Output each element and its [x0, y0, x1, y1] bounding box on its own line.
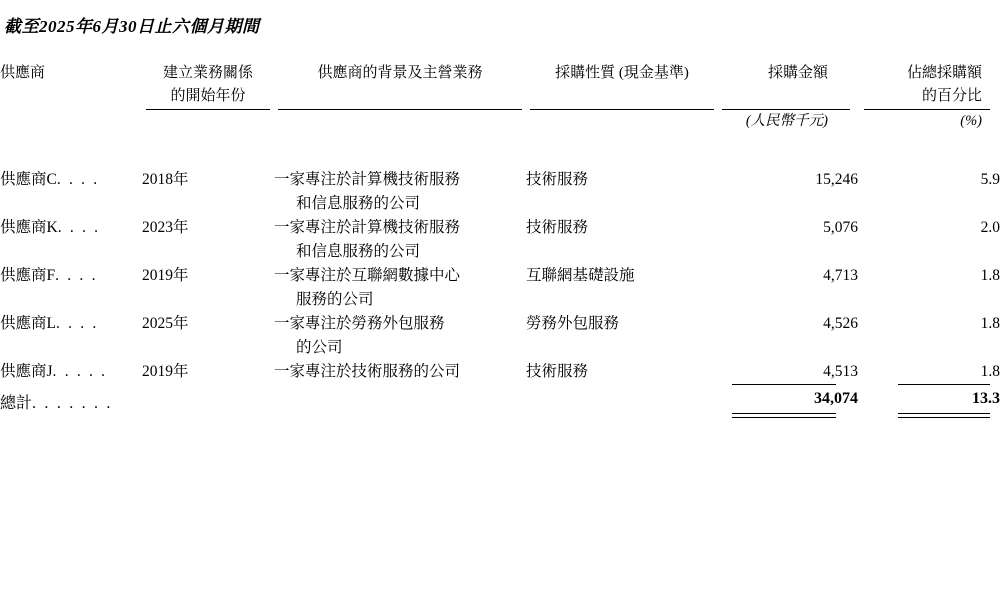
header-percentage: [858, 62, 1000, 109]
units-percentage: (%): [960, 112, 982, 129]
total-leader-dots: . . . . . . .: [32, 395, 113, 413]
row-supplier-label: 供應商L: [0, 315, 56, 333]
row-background: [274, 216, 526, 264]
row-background-line1: 一家專注於計算機技術服務: [274, 219, 461, 236]
row-nature: 技術服務: [526, 170, 589, 188]
row-background: [274, 168, 526, 216]
row-background-line1: 一家專注於互聯網數據中心: [274, 267, 461, 285]
row-supplier: [0, 264, 142, 312]
header-relationship-start-line2: 的開始年份: [170, 88, 246, 105]
row-background-line1: 一家專注於計算機技術服務: [274, 170, 461, 188]
row-percentage: 5.9: [980, 170, 1000, 188]
header-supplier: 供應商: [0, 65, 46, 81]
double-rule-spacer: [0, 413, 718, 423]
total-spacer-b: [142, 390, 274, 413]
total-spacer-d: [526, 390, 718, 413]
row-background-line1: 一家專注於技術服務的公司: [274, 363, 461, 381]
row-supplier: [0, 168, 142, 216]
row-year: 2023年: [142, 219, 189, 236]
row-leader-dots: . . . .: [57, 219, 101, 236]
table-row: [0, 312, 1000, 360]
table-row: [0, 264, 1000, 312]
total-bottom-rule-row: [0, 413, 1000, 423]
header-percentage-line2: 的百分比: [921, 88, 982, 105]
row-year: 2025年: [142, 315, 189, 333]
row-leader-dots: . . . .: [55, 315, 99, 333]
row-percentage: 2.0: [980, 219, 1000, 236]
row-background-line2: 和信息服務的公司: [296, 243, 421, 261]
row-background-line1: 一家專注於勞務外包服務: [274, 315, 445, 333]
header-background: 供應商的背景及主營業務: [317, 65, 483, 81]
double-rule-percentage: [858, 413, 1000, 423]
table-row: [0, 168, 1000, 216]
page-title: 截至2025年6月30日止六個月期間: [4, 17, 260, 36]
supplier-purchase-table: [0, 62, 1000, 423]
row-nature: 技術服務: [526, 219, 589, 236]
units-amount: (人民幣千元): [745, 112, 828, 129]
row-supplier: [0, 360, 142, 384]
row-supplier: [0, 312, 142, 360]
row-leader-dots: . . . .: [55, 267, 98, 285]
table-row: [0, 216, 1000, 264]
row-nature: 互聯網基礎設施: [526, 267, 635, 285]
units-spacer-c: [274, 110, 526, 132]
total-spacer-c: [274, 390, 526, 413]
row-supplier-label: 供應商F: [0, 267, 56, 285]
row-background-line2: 服務的公司: [296, 291, 374, 309]
row-amount: 5,076: [823, 219, 858, 236]
row-percentage: 1.8: [980, 267, 1000, 285]
row-year: 2018年: [142, 170, 189, 188]
row-nature: 勞務外包服務: [526, 315, 620, 333]
row-amount: 4,713: [823, 267, 858, 285]
row-supplier: [0, 216, 142, 264]
row-leader-dots: . . . .: [56, 170, 100, 188]
total-label-text: 總計: [0, 395, 33, 413]
header-amount: 採購金額: [767, 65, 828, 81]
row-percentage: 1.8: [980, 363, 1000, 381]
table-units-row: [0, 110, 1000, 132]
row-supplier-label: 供應商J: [0, 363, 53, 381]
row-supplier-label: 供應商K: [0, 219, 58, 236]
header-nature: 採購性質 (現金基準): [555, 65, 689, 81]
table-row: [0, 360, 1000, 384]
total-amount: 34,074: [814, 390, 858, 408]
row-nature: 技術服務: [526, 363, 589, 381]
row-background-line2: 的公司: [296, 339, 343, 357]
units-spacer-b: [142, 110, 274, 132]
row-amount: 4,526: [823, 315, 858, 333]
total-label: [0, 390, 142, 413]
header-body-gap: [0, 132, 1000, 168]
header-relationship-start-line1: 建立業務關係: [162, 65, 253, 81]
row-background: [274, 264, 526, 312]
row-leader-dots: . . . . .: [52, 363, 108, 381]
header-percentage-line1: 佔總採購額: [906, 65, 982, 81]
header-relationship-start: [142, 62, 274, 109]
row-amount: 15,246: [815, 170, 858, 188]
row-supplier-label: 供應商C: [0, 170, 57, 188]
units-spacer-d: [526, 110, 718, 132]
row-background-line2: 和信息服務的公司: [296, 194, 421, 212]
row-year: 2019年: [142, 267, 189, 285]
double-rule-amount: [718, 413, 858, 423]
row-background: [274, 312, 526, 360]
total-percentage: 13.3: [972, 390, 1000, 408]
units-spacer-a: [0, 110, 142, 132]
row-amount: 4,513: [823, 363, 858, 381]
table-header-row: [0, 62, 1000, 109]
table-total-row: [0, 390, 1000, 413]
row-year: 2019年: [142, 363, 189, 381]
row-background: [274, 360, 526, 384]
row-percentage: 1.8: [980, 315, 1000, 333]
